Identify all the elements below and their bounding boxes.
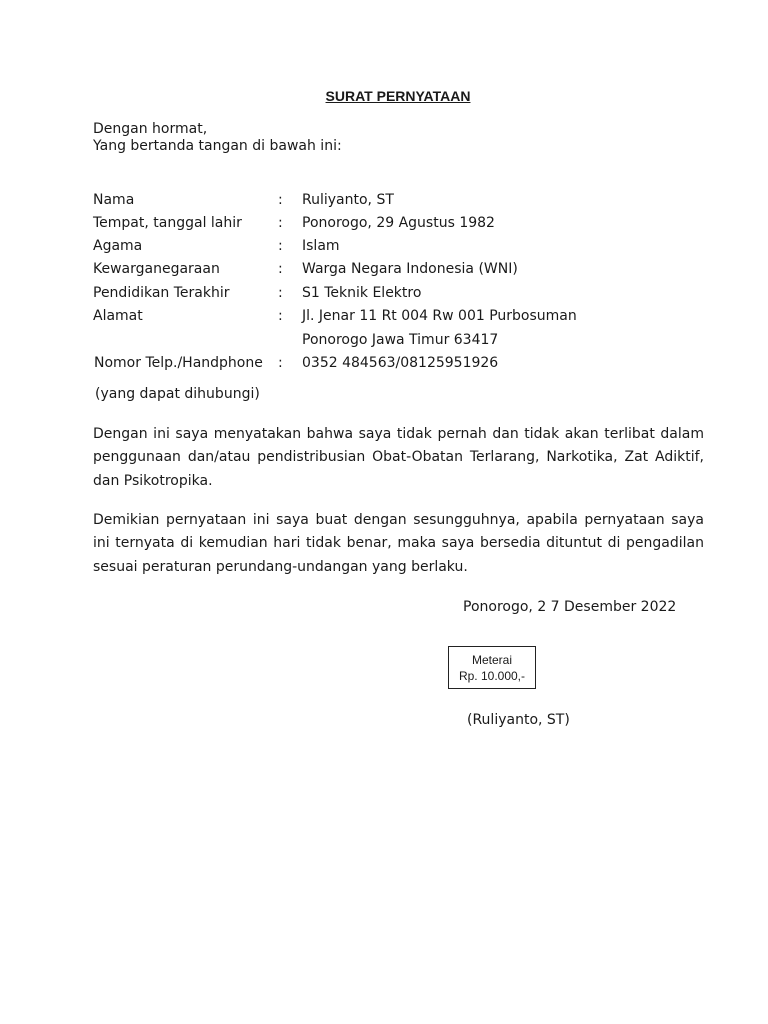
- stamp-box: [448, 646, 536, 689]
- place-date: Ponorogo, 2 7 Desember 2022: [463, 599, 677, 615]
- field-value: Ruliyanto, ST: [302, 192, 394, 208]
- field-value: Ponorogo, 29 Agustus 1982: [302, 215, 495, 231]
- field-label: Agama: [93, 238, 143, 254]
- field-separator: :: [278, 308, 283, 324]
- field-value: Islam: [302, 238, 340, 254]
- contact-note: (yang dapat dihubungi): [95, 386, 260, 402]
- field-value-continued: Ponorogo Jawa Timur 63417: [302, 332, 499, 348]
- field-label: Tempat, tanggal lahir: [93, 215, 242, 231]
- field-separator: :: [278, 215, 283, 231]
- statement-paragraph: Dengan ini saya menyatakan bahwa saya tidak pernah dan tidak akan terlibat dalam penggunaan dan/atau pendistribusian Obat-Obatan Terlarang, Narkotika, Zat Adiktif, dan Psikotropika.: [93, 426, 704, 489]
- field-label: Nomor Telp./Handphone: [94, 355, 263, 371]
- field-label: Nama: [93, 192, 135, 208]
- field-value: 0352 484563/08125951926: [302, 355, 499, 371]
- field-value: S1 Teknik Elektro: [302, 285, 422, 301]
- field-label: Kewarganegaraan: [93, 261, 220, 277]
- greeting: [93, 121, 342, 155]
- field-separator: :: [278, 355, 283, 371]
- greeting-line-1: Dengan hormat,: [93, 121, 208, 137]
- field-separator: :: [278, 238, 283, 254]
- stamp-amount: Rp. 10.000,-: [458, 669, 526, 683]
- field-separator: :: [278, 285, 283, 301]
- field-value: Warga Negara Indonesia (WNI): [302, 261, 518, 277]
- greeting-line-2: Yang bertanda tangan di bawah ini:: [93, 138, 342, 154]
- field-separator: :: [278, 261, 283, 277]
- field-label: Pendidikan Terakhir: [93, 285, 230, 301]
- field-label: Alamat: [93, 308, 143, 324]
- field-value: Jl. Jenar 11 Rt 004 Rw 001 Purbosuman: [302, 308, 577, 324]
- stamp-label: Meterai: [471, 653, 512, 667]
- signer-name: (Ruliyanto, ST): [467, 712, 570, 728]
- document-title: SURAT PERNYATAAN: [325, 88, 471, 104]
- closing-paragraph: Demikian pernyataan ini saya buat dengan sesungguhnya, apabila pernyataan saya ini ternyata di kemudian hari tidak benar, maka saya bersedia dituntut di pengadilan sesuai peraturan perundang-undangan yang berlaku.: [93, 512, 704, 575]
- field-separator: :: [278, 192, 283, 208]
